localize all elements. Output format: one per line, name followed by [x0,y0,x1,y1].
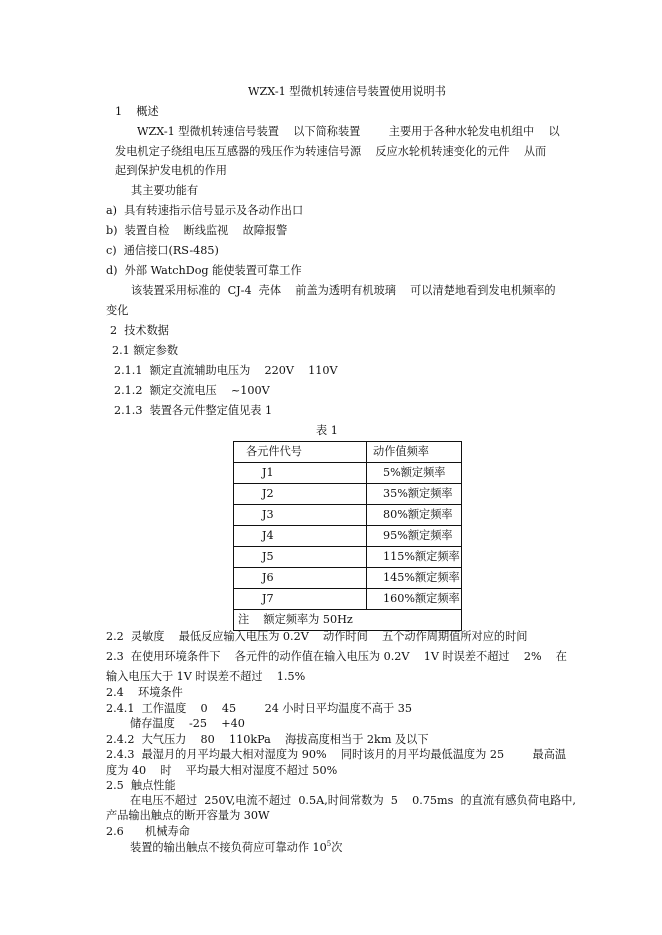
spec-ac-voltage: 2.1.2 额定交流电压 ~100V [114,384,270,397]
table-cell-code: J2 [234,484,367,505]
spec-settings-ref: 2.1.3 装置各元件整定值见表 1 [114,404,273,417]
table-cell-code: J6 [234,568,367,589]
spec-humidity-line: 度为 40 时 平均最大相对湿度不超过 50% [106,764,338,777]
section-2-1-heading: 2.1 额定参数 [112,344,179,357]
table-row [234,568,462,589]
spec-accuracy-line: 输入电压大于 1V 时误差不超过 1.5% [106,670,306,683]
mechanical-life-exponent: 5 [326,840,332,848]
table-header-cell: 各元件代号 [234,442,367,463]
table-note-row [234,610,462,631]
table-cell-code: J4 [234,526,367,547]
table-row [234,463,462,484]
table-row [234,505,462,526]
overview-paragraph-line: 起到保护发电机的作用 [115,164,227,177]
page-title: WZX-1 型微机转速信号装置使用说明书 [248,85,446,98]
table-cell-code: J5 [234,547,367,568]
table-cell-value: 80%额定频率 [367,505,462,526]
spec-accuracy-line: 2.3 在使用环境条件下 各元件的动作值在输入电压为 0.2V 1V 时误差不超过 2% 在 [106,650,567,663]
section-2-4-heading: 2.4 环境条件 [106,686,183,699]
overview-paragraph-line: 发电机定子绕组电压互感器的残压作为转速信号源 反应水轮机转速变化的元件 从而 [115,145,547,158]
functions-intro: 其主要功能有 [131,184,199,197]
table-row [234,526,462,547]
table-cell-code: J7 [234,589,367,610]
table-cell-code: J1 [234,463,367,484]
section-2-heading: 2 技术数据 [110,324,169,337]
table-header-row [234,442,462,463]
table-row [234,484,462,505]
table-row [234,547,462,568]
table-cell-value: 145%额定频率 [367,568,462,589]
table-cell-value: 35%额定频率 [367,484,462,505]
function-item-d: d) 外部 WatchDog 能使装置可靠工作 [106,264,302,277]
spec-storage-temp: 储存温度 -25 +40 [130,717,245,730]
table-cell-code: J3 [234,505,367,526]
case-paragraph-line: 变化 [106,304,129,317]
table-cell-value: 115%额定频率 [367,547,462,568]
spec-humidity-line: 2.4.3 最湿月的月平均最大相对湿度为 90% 同时该月的月平均最低温度为 25 最高温 [106,748,567,761]
case-paragraph-line: 该装置采用标准的 CJ-4 壳体 前盖为透明有机玻璃 可以清楚地看到发电机频率的 [131,284,556,297]
spec-dc-voltage: 2.1.1 额定直流辅助电压为 220V 110V [114,364,338,377]
mechanical-life-line [130,842,342,853]
function-item-a: a) 具有转速指示信号显示及各动作出口 [106,204,304,217]
section-2-6-heading: 2.6 机械寿命 [106,825,190,838]
section-1-heading: 1 概述 [115,105,159,118]
table-row [234,589,462,610]
settings-table [233,441,462,631]
spec-work-temp: 2.4.1 工作温度 0 45 24 小时日平均温度不高于 35 [106,702,413,715]
table-header-cell: 动作值频率 [367,442,462,463]
spec-pressure: 2.4.2 大气压力 80 110kPa 海拔高度相当于 2km 及以下 [106,733,429,746]
table-cell-value: 95%额定频率 [367,526,462,547]
table-note: 注 额定频率为 50Hz [234,610,462,631]
mechanical-life-text: 装置的输出触点不接负荷应可靠动作 10 [130,841,327,854]
function-item-c: c) 通信接口(RS-485) [106,244,219,257]
contact-performance-line: 在电压不超过 250V,电流不超过 0.5A,时间常数为 5 0.75ms 的直流有感负荷电路中, [130,794,576,807]
overview-paragraph-line: WZX-1 型微机转速信号装置 以下简称装置 主要用于各种水轮发电机组中 以 [137,125,560,138]
section-2-5-heading: 2.5 触点性能 [106,779,176,792]
table-cell-value: 160%额定频率 [367,589,462,610]
spec-sensitivity: 2.2 灵敏度 最低反应输入电压为 0.2V 动作时间 五个动作周期值所对应的时间 [106,630,528,643]
function-item-b: b) 装置自检 断线监视 故障报警 [106,224,288,237]
table-caption: 表 1 [316,424,338,437]
mechanical-life-unit: 次 [331,841,343,854]
contact-performance-line: 产品输出触点的断开容量为 30W [106,809,270,822]
table-cell-value: 5%额定频率 [367,463,462,484]
